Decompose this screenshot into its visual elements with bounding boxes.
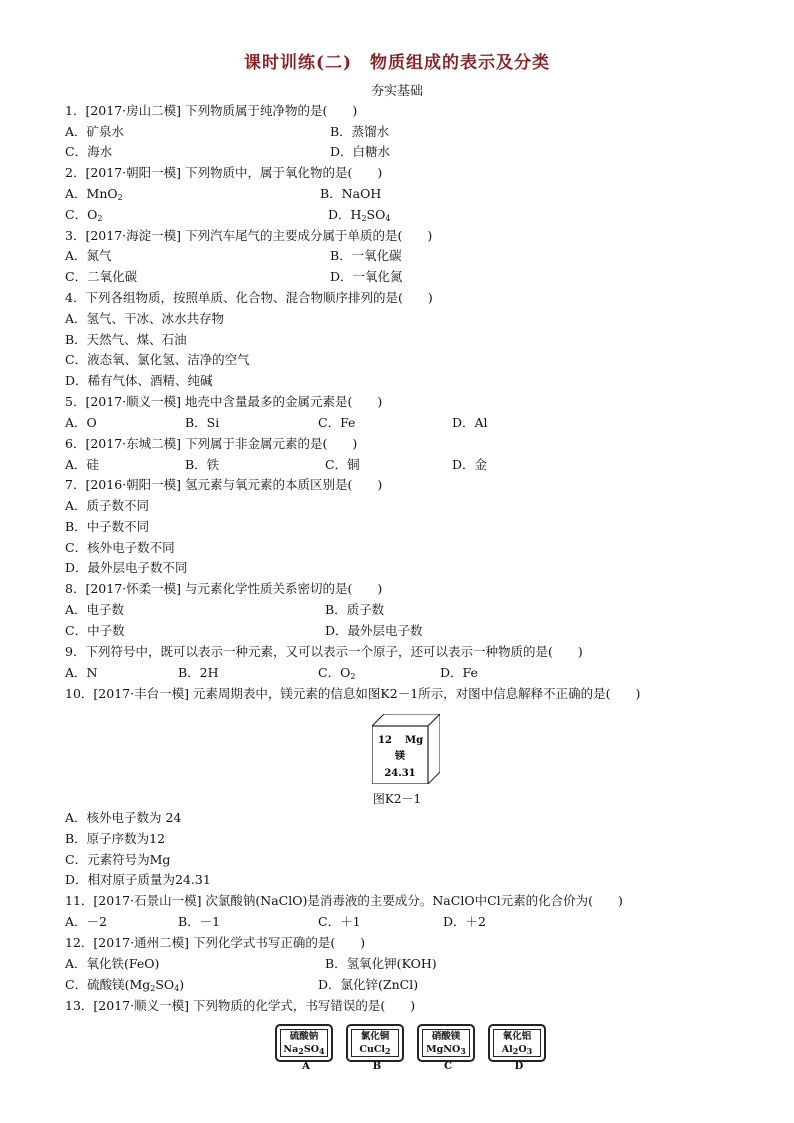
card-label: C	[444, 1061, 452, 1072]
option: D．相对原子质量为24.31	[65, 872, 211, 887]
option: B．原子序数为12	[65, 831, 166, 846]
option: D．白糖水	[330, 144, 391, 159]
option: B．铁	[185, 457, 220, 472]
option: C．硫酸镁$(Mg_2SO_4)$	[65, 977, 185, 993]
element-symbol: Mg	[405, 735, 424, 746]
magnesium-element-card	[372, 714, 440, 784]
option: D．最外层电子数不同	[65, 560, 188, 575]
formula-card-b	[346, 1024, 404, 1062]
option: D．$H_2SO_4$	[328, 207, 391, 223]
card-name: 硝酸镁	[431, 1031, 461, 1042]
option: A．质子数不同	[65, 498, 150, 513]
option: D．一氧化氮	[330, 269, 403, 284]
card-name: 氧化铝	[502, 1031, 532, 1042]
option: D．Fe	[440, 665, 478, 680]
formula-card-d	[488, 1024, 546, 1062]
option: C．Fe	[318, 415, 356, 430]
option: C．元素符号为Mg	[65, 852, 171, 867]
question-13: 13．[2017·顺义一模] 下列物质的化学式，书写错误的是( )	[65, 998, 416, 1013]
option: C．铜	[325, 457, 360, 472]
figure-caption: 图K2－1	[372, 792, 422, 806]
option: C．核外电子数不同	[65, 540, 175, 555]
option: D．稀有气体、酒精、纯碱	[65, 373, 213, 388]
atomic-number: 12	[378, 735, 392, 746]
question-9: 9．下列符号中，既可以表示一种元素，又可以表示一个原子，还可以表示一种物质的是( )	[65, 644, 583, 659]
card-name: 氯化铜	[360, 1031, 390, 1042]
option: C．中子数	[65, 623, 125, 638]
option: C．$O_2$	[318, 665, 356, 681]
option: B．中子数不同	[65, 519, 150, 534]
card-formula: $Na_2SO_4$	[283, 1044, 325, 1056]
option: A．氮气	[65, 248, 112, 263]
question-10: 10．[2017·丰台一模] 元素周期表中，镁元素的信息如图K2－1所示，对图中信息解释不正确的是( )	[65, 686, 641, 701]
atomic-mass: 24.31	[384, 768, 416, 779]
option: A．O	[65, 415, 97, 430]
question-8: 8．[2017·怀柔一模] 与元素化学性质关系密切的是( )	[65, 581, 383, 596]
option: B．质子数	[325, 602, 385, 617]
option: B．氢氧化钾(KOH)	[325, 956, 437, 971]
question-1: 1．[2017·房山二模] 下列物质属于纯净物的是( )	[65, 103, 358, 118]
option: A．核外电子数为 24	[65, 810, 182, 825]
question-11: 11．[2017·石景山一模] 次氯酸钠(NaClO)是消毒液的主要成分。NaClO中Cl元素的化合价为( )	[65, 893, 623, 908]
question-6: 6．[2017·东城二模] 下列属于非金属元素的是( )	[65, 436, 358, 451]
option: B．NaOH	[320, 186, 382, 201]
option: B．－1	[178, 914, 221, 929]
option: A．－2	[65, 914, 107, 929]
option: A．氢气、干冰、冰水共存物	[65, 311, 225, 326]
option: B．2H	[178, 665, 219, 680]
card-formula: CuCl$_2$	[359, 1044, 391, 1056]
card-formula: $Al_2O_3$	[501, 1044, 533, 1056]
option: C．液态氧、氯化氢、洁净的空气	[65, 352, 250, 367]
option: D．最外层电子数	[325, 623, 423, 638]
question-2: 2．[2017·朝阳一模] 下列物质中，属于氧化物的是( )	[65, 165, 383, 180]
card-label: A	[302, 1061, 310, 1072]
question-4: 4．下列各组物质，按照单质、化合物、混合物顺序排列的是( )	[65, 290, 433, 305]
section-heading: 夯实基础	[370, 84, 423, 99]
question-7: 7．[2016·朝阳一模] 氢元素与氧元素的本质区别是( )	[65, 477, 383, 492]
card-formula: MgNO$_3$	[426, 1044, 466, 1056]
option: B．天然气、煤、石油	[65, 332, 187, 347]
formula-card-c	[417, 1024, 475, 1062]
option: B．一氧化碳	[330, 248, 402, 263]
formula-card-a	[275, 1024, 333, 1062]
page-title: 课时训练(二) 物质组成的表示及分类	[243, 53, 551, 73]
option: A．硅	[65, 457, 100, 472]
option: D．金	[452, 457, 488, 472]
card-label: D	[514, 1061, 524, 1072]
card-label: B	[372, 1061, 382, 1072]
option: C．海水	[65, 144, 113, 159]
option: A．矿泉水	[65, 124, 125, 139]
option: C．二氧化碳	[65, 269, 138, 284]
question-5: 5．[2017·顺义一模] 地壳中含量最多的金属元素是( )	[65, 394, 383, 409]
option: C．＋1	[318, 914, 361, 929]
option: D．＋2	[443, 914, 486, 929]
option: C．$O_2$	[65, 207, 103, 223]
question-12: 12．[2017·通州二模] 下列化学式书写正确的是( )	[65, 935, 366, 950]
option: B．Si	[185, 415, 220, 430]
card-name: 硫酸钠	[289, 1031, 319, 1042]
question-3: 3．[2017·海淀一模] 下列汽车尾气的主要成分属于单质的是( )	[65, 228, 433, 243]
option: D．氯化锌(ZnCl)	[318, 977, 419, 992]
option: A．氧化铁(FeO)	[65, 956, 160, 971]
option: A．电子数	[65, 602, 125, 617]
option: D．Al	[452, 415, 488, 430]
option: B．蒸馏水	[330, 124, 390, 139]
option: A．MnO$_2$	[65, 186, 123, 202]
option: A．N	[65, 665, 98, 680]
element-name: 镁	[395, 751, 405, 762]
